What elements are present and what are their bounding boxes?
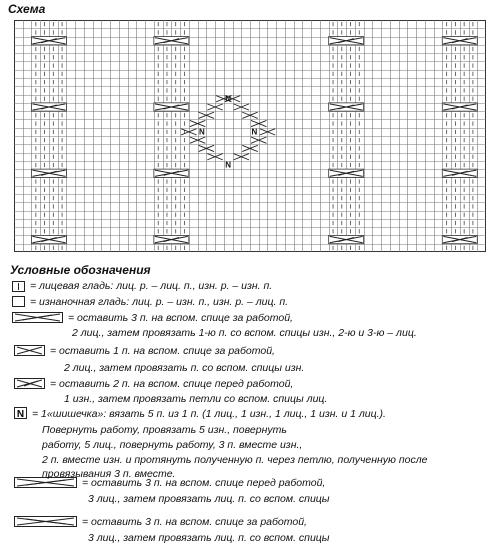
legend-cable-d-1: = оставить 3 п. на вспом. спице перед работой, xyxy=(82,477,326,489)
legend-title: Условные обозначения xyxy=(10,263,151,277)
bobble-symbol-icon xyxy=(14,407,28,419)
legend-cable-a-2: 2 лиц., затем провязать 1-ю п. со вспом. спицы изн., 2-ю и 3-ю – лиц. xyxy=(72,327,417,339)
cable-3-3-back-icon xyxy=(14,516,78,527)
chart-border xyxy=(15,21,486,252)
purl-symbol-icon xyxy=(12,296,26,307)
legend-cable-c-2: 1 изн., затем провязать петли со вспом. спицы лиц. xyxy=(64,393,328,405)
cable-3-2-back-icon xyxy=(12,312,64,323)
chart-title: Схема xyxy=(8,2,46,16)
bobble-mark: N xyxy=(251,127,258,137)
bobble-mark: N xyxy=(199,127,205,137)
legend-knit: = лицевая гладь: лиц. р. – лиц. п., изн. р. – изн. п. xyxy=(30,280,273,292)
legend-cable-e-1: = оставить 3 п. на вспом. спице за работой, xyxy=(82,516,307,528)
knit-symbol-icon xyxy=(12,281,26,292)
cable-1-2-back-icon xyxy=(14,345,46,356)
legend-bobble-1: = 1«шишечка»: вязать 5 п. из 1 п. (1 лиц., 1 изн., 1 лиц., 1 изн. и 1 лиц.). xyxy=(32,408,386,420)
svg-text:N: N xyxy=(16,409,25,419)
legend-bobble-4: 2 п. вместе изн. и протянуть полученную п. через петлю, полученную после xyxy=(42,454,428,466)
legend-purl: = изнаночная гладь: лиц. р. – изн. п., изн. р. – лиц. п. xyxy=(30,296,289,308)
legend-bobble-5: провязывания 3 п. вместе. xyxy=(42,468,176,480)
knitting-chart xyxy=(14,20,486,252)
legend-cable-b-1: = оставить 1 п. на вспом. спице за работой, xyxy=(50,345,275,357)
bobble-mark: N xyxy=(225,94,232,104)
legend-cable-b-2: 2 лиц., затем провязать п. со вспом. спицы изн. xyxy=(64,362,305,374)
legend-cable-a-1: = оставить 3 п. на вспом. спице за работой, xyxy=(68,312,293,324)
legend-cable-d-2: 3 лиц., затем провязать лиц. п. со вспом. спицы xyxy=(88,493,330,505)
legend-cable-c-1: = оставить 2 п. на вспом. спице перед работой, xyxy=(50,378,294,390)
bobble-mark: N xyxy=(225,160,232,170)
legend-bobble-3: работу, 5 лиц., повернуть работу, 3 п. вместе изн., xyxy=(42,439,303,451)
legend-cable-e-2: 3 лиц., затем провязать лиц. п. со вспом. спицы xyxy=(88,532,330,544)
cable-2-1-front-icon xyxy=(14,378,46,389)
legend-bobble-2: Повернуть работу, провязать 5 изн., повернуть xyxy=(42,424,287,436)
